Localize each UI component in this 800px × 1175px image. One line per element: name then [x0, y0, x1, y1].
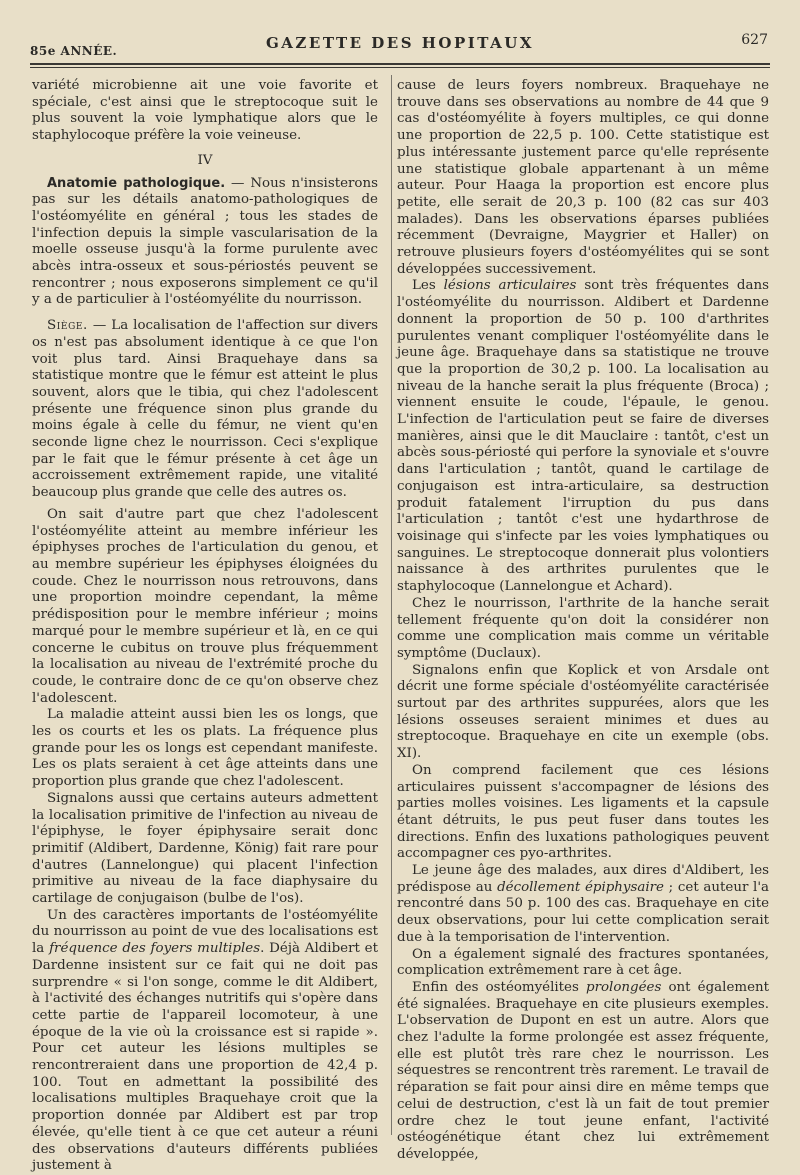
- paragraph-adolescent: On sait d'autre part que chez l'adolescent l'ostéomyélite atteint au membre inférieur les épiphyses proches de l'articulation du genou, et au membre supérieur les épiphyses éloignées du coude. Chez le nourrisson nous retrouvons, dans une proportion moindre cependant, la même prédisposition pour le membre inférieur ; moins marqué pour le membre supérieur et là, en ce qui concerne le cubitus on trouve plus fréquemment la localisation au niveau de l'extrémité proche du coude, le contraire donc de ce qu'on observe chez l'adolescent.: [32, 506, 378, 706]
- jeune-text-a: Le jeune âge des malades, aux dires d'Aldibert, les prédispose au: [397, 863, 769, 895]
- lesions-text-b: sont très fréquentes dans l'ostéomyélite du nourrisson. Aldibert et Dardenne donnent la proportion de 50 p. 100 d'arthrites purulentes venant compliquer l'ostéomyélite dans le jeune âge. Braquehaye dans sa statistique ne trouve que la proportion de 30,2 p. 100. La localisation au niveau de la hanche serait la plus fréquente (Broca) ; viennent ensuite le coude, l'épaule, le genou. L'infection de l'articulation peut se faire de diverses manières, ainsi que le dit Mauclaire : tantôt, c'est un abcès sous-périosté qui perfore la synoviale et s'ouvre dans l'articulation ; tantôt, quand le cartilage de conjugaison est intra-articulaire, sa destruction produit fatalement l'irruption du pus dans l'articulation ; tantôt c'est une hydarthrose de voisinage qui s'infecte par les voies lymphatiques ou sanguines. Le streptocoque donnerait plus volontiers naissance à des arthrites purulentes que le staphylocoque (Lannelongue et Achard).: [397, 278, 769, 595]
- heading-siege: Siège.: [47, 318, 88, 334]
- paragraph-cause: cause de leurs foyers nombreux. Braquehaye ne trouve dans ses observations au nombre de 44 que 9 cas d'ostéomyélite à foyers multiples, ce qui donne une proportion de 22,5 p. 100. Cette statistique est plus intéressante justement parce qu'elle représente une statistique globale appartenant à un même auteur. Pour Haaga la proportion est encore plus petite, elle serait de 20,3 p. 100 (82 cas sur 403 malades). Dans les observations éparses publiées récemment (Devraigne, Maygrier et Haller) on retrouve plusieurs foyers d'ostéomyélites qui se sont développées successivement.: [397, 78, 769, 277]
- paragraph-koplick: Signalons enfin que Koplick et von Arsdale ont décrit une forme spéciale d'ostéomyélite caractérisée surtout par des arthrites suppurées, alors que les lésions osseuses seraient minimes et dues au streptocoque. Braquehaye en cite un exemple (obs. XI).: [397, 662, 769, 762]
- section-number: IV: [197, 152, 213, 168]
- right-column: [397, 78, 769, 1164]
- paragraph-anatomie: [32, 176, 378, 310]
- jeune-text-b: ; cet auteur l'a rencontré dans 50 p. 100 des cas. Braquehaye en cite deux observations, pour lui cette complication serait due à la temporisation de l'intervention.: [397, 879, 769, 945]
- paragraph-caracteres: [32, 908, 378, 1175]
- paragraph-siege: [32, 318, 378, 502]
- column-divider: [391, 75, 392, 1135]
- paragraph-prolongees: [397, 980, 769, 1164]
- prolongees-text-a: Enfin des ostéomyélites: [412, 979, 587, 995]
- year-label: 85e ANNÉE.: [30, 44, 118, 58]
- paragraph-jeune-age: [397, 863, 769, 947]
- caracteres-emphasis: fréquence des foyers multiples: [49, 941, 261, 957]
- paragraph-comprend: On comprend facilement que ces lésions articulaires puissent s'accompagner de lésions des parties molles voisines. Les ligaments et la capsule étant détruits, le pus peut fuser dans toutes les directions. Enfin des luxations pathologiques peuvent accompagner ces pyo-arthrites.: [397, 762, 769, 862]
- paragraph-voie: variété microbienne ait une voie favorite et spéciale, c'est ainsi que le streptocoque suit le plus souvent la voie lymphatique alors que le staphylocoque préfère la voie veineuse.: [32, 78, 378, 144]
- caracteres-text-b: . Déjà Aldibert et Dardenne insistent sur ce fait qui ne doit pas surprendre « si l'on songe, comme le dit Aldibert, à l'activité des échanges nutritifs qui s'opère dans cette partie de l'appareil locomoteur, à une époque de la vie où la croissance est si rapide ». Pour cet auteur les lésions multiples se rencontreraient dans une proportion de 42,4 p. 100. Tout en admettant la possibilité des localisations multiples Braquehaye croit que la proportion donnée par Aldibert est par trop élevée, qu'elle tient à ce que cet auteur a réuni des observations d'auteurs différents publiées justement à: [32, 941, 378, 1174]
- header-rule-thin: [30, 67, 770, 68]
- prolongees-emphasis: prolongées: [586, 979, 662, 995]
- paragraph-lesions: [397, 278, 769, 595]
- header-rule-thick: [30, 63, 770, 65]
- left-column: [32, 78, 378, 1175]
- lesions-emphasis: lésions articulaires: [443, 278, 577, 294]
- paragraph-signalons: Signalons aussi que certains auteurs admettent la localisation primitive de l'infection au niveau de l'épiphyse, le foyer épiphysaire serait donc primitif (Aldibert, Dardenne, König) fait rare pour d'autres (Lannelongue) qui placent l'infection primitive au niveau de la face diaphysaire du cartilage de conjugaison (bulbe de l'os).: [32, 790, 378, 907]
- lesions-text-a: Les: [412, 278, 444, 294]
- heading-anatomie: Anatomie pathologique.: [47, 175, 226, 191]
- paragraph-maladie: La maladie atteint aussi bien les os longs, que les os courts et les os plats. La fréquence plus grande pour les os longs est cependant manifeste. Les os plats seraient à cet âge atteints dans une proportion plus grande que chez l'adolescent.: [32, 707, 378, 790]
- paragraph-hanche: Chez le nourrisson, l'arthrite de la hanche serait tellement fréquente qu'on doit la considérer non comme une complication mais comme un véritable symptôme (Duclaux).: [397, 595, 769, 661]
- anatomie-text: — Nous n'insisterons pas sur les détails anatomo-pathologiques de l'ostéomyélite en général ; tous les stades de l'infection depuis la simple vascularisation de la moelle osseuse jusqu'à la forme purulente avec abcès intra-osseux et sous-périostés peuvent se rencontrer ; nous exposerons simplement ce qu'il y a de particulier à l'ostéomyélite du nourrisson.: [32, 175, 378, 308]
- caracteres-text-a: Un des caractères importants de l'ostéomyélite du nourrisson au point de vue des localisations est la: [32, 907, 378, 957]
- page-number: 627: [741, 32, 768, 48]
- prolongees-text-b: ont également été signalées. Braquehaye en cite plusieurs exemples. L'observation de Dupont en est un autre. Alors que chez l'adulte la forme prolongée est assez fréquente, elle est plutôt très rare chez le nourrisson. Les séquestres se rencontrent très rarement. Le travail de réparation se fait pour ainsi dire en même temps que celui de destruction, c'est là un fait de tout premier ordre chez le tout jeune enfant, l'activité ostéogénétique étant chez lui extrêmement développée,: [397, 979, 769, 1162]
- paragraph-fractures: On a également signalé des fractures spontanées, complication extrêmement rare à cet âge.: [397, 946, 769, 979]
- journal-title: GAZETTE DES HOPITAUX: [265, 34, 534, 52]
- siege-text: — La localisation de l'affection sur divers os n'est pas absolument identique à ce que l'on voit plus tard. Ainsi Braquehaye dans sa statistique montre que le fémur est atteint le plus souvent, alors que le tibia, qui chez l'adolescent présente une fréquence sinon plus grande du moins égale à celle du fémur, ne vient qu'en seconde ligne chez le nourrisson. Ceci s'explique par le fait que le fémur présente à cet âge un accroissement extrêmement rapide, une vitalité beaucoup plus grande que celle des autres os.: [32, 318, 378, 501]
- jeune-emphasis: décollement épiphysaire: [497, 879, 664, 895]
